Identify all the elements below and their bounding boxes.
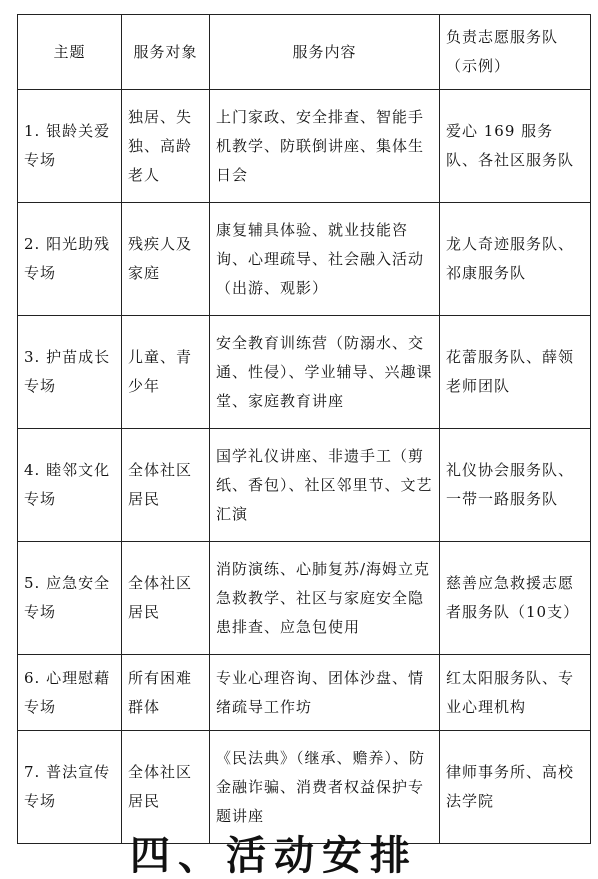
table-row — [18, 203, 591, 316]
header-team: 负责志愿服务队（示例） — [440, 15, 591, 90]
target-cell: 全体社区居民 — [122, 731, 210, 844]
table-row — [18, 731, 591, 844]
content-cell: 上门家政、安全排查、智能手机教学、防联倒讲座、集体生日会 — [210, 90, 440, 203]
theme-cell: 1. 银龄关爱专场 — [18, 90, 122, 203]
target-cell: 全体社区居民 — [122, 429, 210, 542]
target-cell: 独居、失独、高龄老人 — [122, 90, 210, 203]
section-heading-fragment: 四、活动安排 — [130, 832, 418, 879]
content-cell: 《民法典》（继承、赡养）、防金融诈骗、消费者权益保护专题讲座 — [210, 731, 440, 844]
theme-cell: 3. 护苗成长专场 — [18, 316, 122, 429]
content-cell: 康复辅具体验、就业技能咨询、心理疏导、社会融入活动（出游、观影） — [210, 203, 440, 316]
team-cell: 红太阳服务队、专业心理机构 — [440, 655, 591, 731]
team-cell: 花蕾服务队、薛领老师团队 — [440, 316, 591, 429]
content-cell: 专业心理咨询、团体沙盘、情绪疏导工作坊 — [210, 655, 440, 731]
target-cell: 儿童、青少年 — [122, 316, 210, 429]
theme-cell: 2. 阳光助残专场 — [18, 203, 122, 316]
header-target: 服务对象 — [122, 15, 210, 90]
theme-cell: 4. 睦邻文化专场 — [18, 429, 122, 542]
team-cell: 礼仪协会服务队、一带一路服务队 — [440, 429, 591, 542]
theme-cell: 7. 普法宣传专场 — [18, 731, 122, 844]
team-cell: 慈善应急救援志愿者服务队（10支） — [440, 542, 591, 655]
service-table — [17, 14, 591, 844]
target-cell: 所有困难群体 — [122, 655, 210, 731]
content-cell: 国学礼仪讲座、非遗手工（剪纸、香包）、社区邻里节、文艺汇演 — [210, 429, 440, 542]
header-theme: 主题 — [18, 15, 122, 90]
team-cell: 龙人奇迹服务队、祁康服务队 — [440, 203, 591, 316]
theme-cell: 6. 心理慰藉专场 — [18, 655, 122, 731]
header-content: 服务内容 — [210, 15, 440, 90]
table-row — [18, 316, 591, 429]
target-cell: 全体社区居民 — [122, 542, 210, 655]
target-cell: 残疾人及家庭 — [122, 203, 210, 316]
content-cell: 安全教育训练营（防溺水、交通、性侵）、学业辅导、兴趣课堂、家庭教育讲座 — [210, 316, 440, 429]
team-cell: 律师事务所、高校法学院 — [440, 731, 591, 844]
table-row — [18, 429, 591, 542]
table-row — [18, 542, 591, 655]
content-cell: 消防演练、心肺复苏/海姆立克急救教学、社区与家庭安全隐患排查、应急包使用 — [210, 542, 440, 655]
table-row — [18, 655, 591, 731]
team-cell: 爱心 169 服务队、各社区服务队 — [440, 90, 591, 203]
theme-cell: 5. 应急安全专场 — [18, 542, 122, 655]
table-row — [18, 90, 591, 203]
table-header-row — [18, 15, 591, 90]
